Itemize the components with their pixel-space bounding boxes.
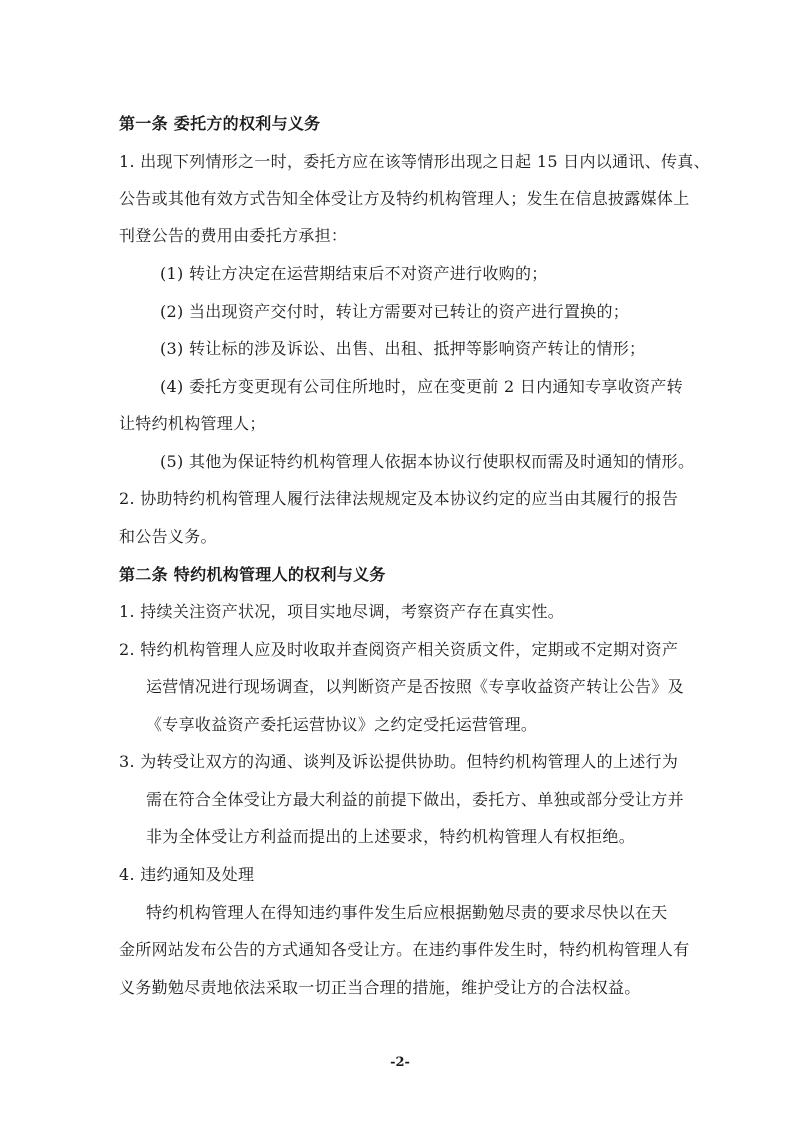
s1-sub4-line1: (4) 委托方变更现有公司住所地时，应在变更前 2 日内通知专享收资产转 <box>160 377 683 396</box>
s1-item1-line2: 公告或其他有效方式告知全体受让方及特约机构管理人；发生在信息披露媒体上 <box>119 189 690 208</box>
s1-sub4-line2: 让特约机构管理人； <box>119 414 266 433</box>
s1-sub1: (1) 转让方决定在运营期结束后不对资产进行收购的； <box>160 264 548 283</box>
s1-item2-line2: 和公告义务。 <box>119 527 217 546</box>
s2-item2-line1: 2. 特约机构管理人应及时收取并查阅资产相关资质文件，定期或不定期对资产 <box>119 640 679 659</box>
s2-item3-line2: 需在符合全体受让方最大利益的前提下做出，委托方、单独或部分受让方并 <box>146 790 684 809</box>
s2-item1: 1. 持续关注资产状况，项目实地尽调，考察资产存在真实性。 <box>119 602 565 621</box>
s1-sub2: (2) 当出现资产交付时，转让方需要对已转让的资产进行置换的； <box>160 302 630 321</box>
s2-item3-line3: 非为全体受让方利益而提出的上述要求，特约机构管理人有权拒绝。 <box>146 827 636 846</box>
s2-item4-line2: 金所网站发布公告的方式通知各受让方。在违约事件发生时，特约机构管理人有 <box>119 940 690 959</box>
s1-item1-line1: 1. 出现下列情形之一时，委托方应在该等情形出现之日起 15 日内以通讯、传真、 <box>119 152 710 171</box>
section1-heading: 第一条 委托方的权利与义务 <box>119 114 321 133</box>
s2-item2-line3: 《专享收益资产委托运营协议》之约定受托运营管理。 <box>146 715 538 734</box>
s1-item1-line3: 刊登公告的费用由委托方承担： <box>119 226 348 245</box>
s2-item2-line2: 运营情况进行现场调查，以判断资产是否按照《专享收益资产转让公告》及 <box>146 677 684 696</box>
s2-item4-line1: 特约机构管理人在得知违约事件发生后应根据勤勉尽责的要求尽快以在天 <box>146 903 668 922</box>
page-number: -2- <box>390 1055 410 1070</box>
s2-item3-line1: 3. 为转受让双方的沟通、谈判及诉讼提供协助。但特约机构管理人的上述行为 <box>119 752 679 771</box>
s2-item4-title: 4. 违约通知及处理 <box>119 865 255 884</box>
s1-item2-line1: 2. 协助特约机构管理人履行法律法规规定及本协议约定的应当由其履行的报告 <box>119 489 679 508</box>
s1-sub3: (3) 转让标的涉及诉讼、出售、出租、抵押等影响资产转让的情形； <box>160 339 646 358</box>
s1-sub5: (5) 其他为保证特约机构管理人依据本协议行使职权而需及时通知的情形。 <box>160 452 695 471</box>
section2-heading: 第二条 特约机构管理人的权利与义务 <box>119 565 386 584</box>
s2-item4-line3: 义务勤勉尽责地依法采取一切正当合理的措施，维护受让方的合法权益。 <box>119 978 641 997</box>
